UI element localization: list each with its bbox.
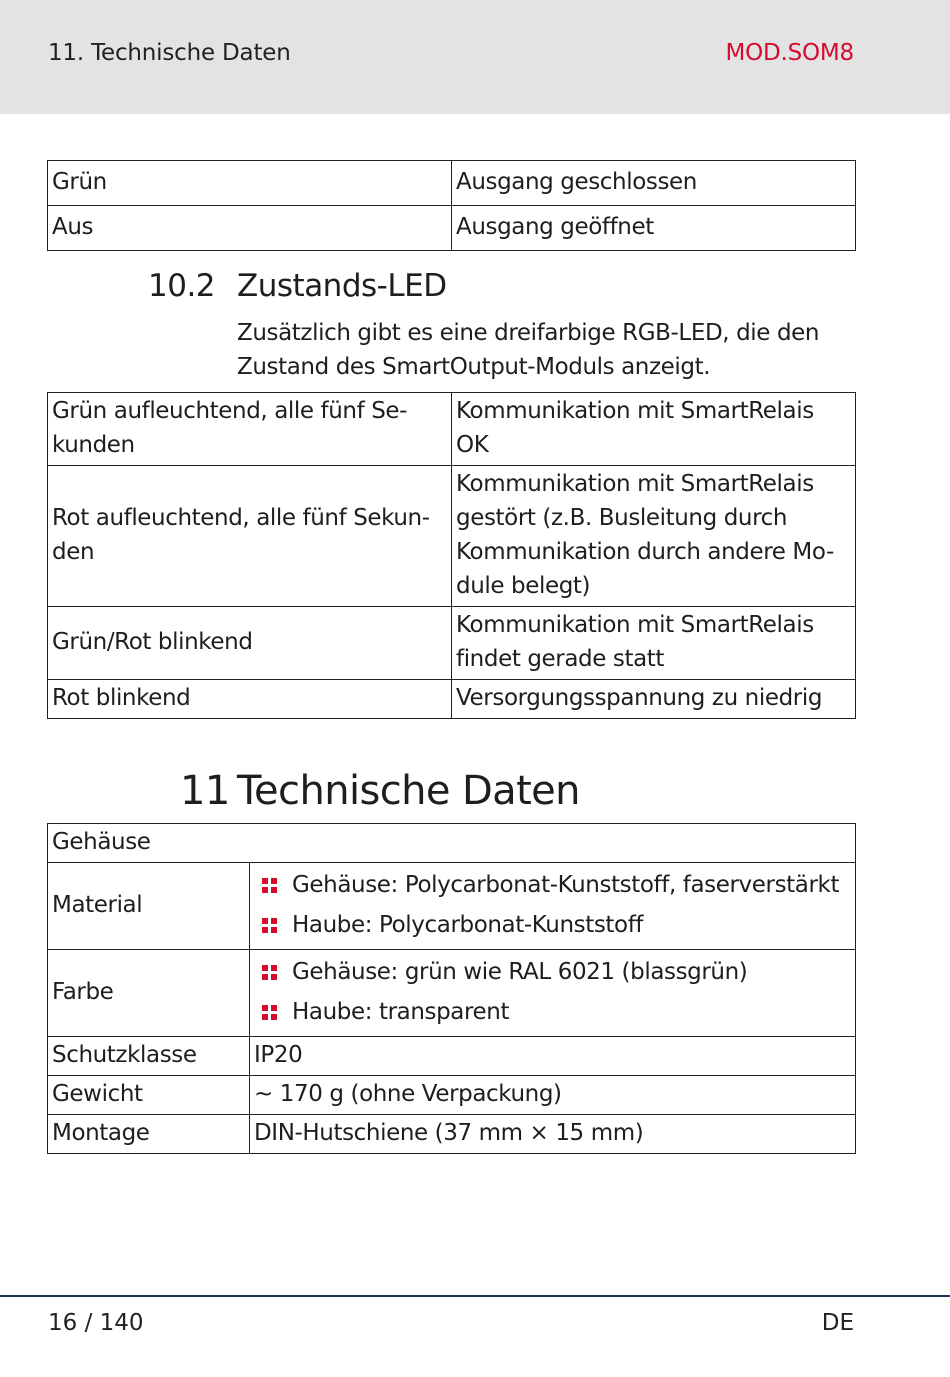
led-state-cell: Grün aufleuchtend, alle fünf Se-kunden (48, 393, 452, 466)
table-row (48, 950, 856, 1037)
output-led-table (47, 160, 856, 251)
table-row (48, 1037, 856, 1076)
list-item-text: Haube: transparent (292, 999, 510, 1025)
led-state-cell: Grün (48, 161, 452, 206)
led-state-cell: Rot aufleuchtend, alle fünf Sekun-den (48, 466, 452, 607)
led-meaning-cell: Kommunikation mit SmartRelais gestört (z.B. Busleitung durch Kommunikation durch andere Mo-dule belegt) (452, 466, 856, 607)
table-row (48, 393, 856, 466)
bullet-icon (262, 1005, 277, 1020)
spec-label-cell: Schutzklasse (48, 1037, 250, 1076)
section-10-2-text: Zusätzlich gibt es eine dreifarbige RGB-LED, die den Zustand des SmartOutput-Moduls anzeigt. (237, 320, 820, 380)
table-row (48, 161, 856, 206)
spec-label-cell: Montage (48, 1115, 250, 1154)
list-item (254, 995, 851, 1029)
list-item-text: Gehäuse: grün wie RAL 6021 (blassgrün) (292, 959, 748, 985)
page-header (0, 0, 950, 114)
led-state-cell: Grün/Rot blinkend (48, 607, 452, 680)
table-row (48, 1115, 856, 1154)
bullet-icon (262, 965, 277, 980)
list-item (254, 955, 851, 989)
led-state-cell: Rot blinkend (48, 680, 452, 719)
spec-value-cell (250, 863, 856, 950)
spec-value-cell: ~ 170 g (ohne Verpackung) (250, 1076, 856, 1115)
tech-data-table (47, 823, 856, 1154)
header-section-title: 11. Technische Daten (48, 40, 291, 66)
spec-label-cell: Gewicht (48, 1076, 250, 1115)
led-meaning-cell: Kommunikation mit SmartRelais OK (452, 393, 856, 466)
spec-value-cell: IP20 (250, 1037, 856, 1076)
section-10-2-title: Zustands-LED (237, 268, 447, 304)
section-11-number: 11 (180, 768, 230, 814)
spec-value-cell: DIN-Hutschiene (37 mm × 15 mm) (250, 1115, 856, 1154)
spec-value-cell (250, 950, 856, 1037)
table-row (48, 680, 856, 719)
led-meaning-cell: Kommunikation mit SmartRelais findet gerade statt (452, 607, 856, 680)
bullet-icon (262, 918, 277, 933)
status-led-table (47, 392, 856, 719)
group-header-cell: Gehäuse (48, 824, 856, 863)
list-item (254, 868, 851, 902)
page-number: 16 / 140 (48, 1310, 144, 1336)
section-10-2-number: 10.2 (148, 268, 216, 304)
led-state-cell: Aus (48, 206, 452, 251)
led-meaning-cell: Ausgang geschlossen (452, 161, 856, 206)
list-item (254, 908, 851, 942)
led-meaning-cell: Versorgungsspannung zu niedrig (452, 680, 856, 719)
bullet-icon (262, 878, 277, 893)
spec-label-cell: Material (48, 863, 250, 950)
bullet-list (254, 955, 851, 1029)
table-row (48, 1076, 856, 1115)
bullet-list (254, 868, 851, 942)
list-item-text: Haube: Polycarbonat-Kunststoff (292, 912, 644, 938)
table-row (48, 824, 856, 863)
table-row (48, 607, 856, 680)
table-row (48, 466, 856, 607)
section-11-title: Technische Daten (237, 768, 580, 814)
footer-divider (0, 1295, 950, 1297)
table-row (48, 206, 856, 251)
header-product-name: MOD.SOM8 (725, 40, 854, 66)
table-row (48, 863, 856, 950)
led-meaning-cell: Ausgang geöffnet (452, 206, 856, 251)
language-code: DE (821, 1310, 854, 1336)
list-item-text: Gehäuse: Polycarbonat-Kunststoff, faserverstärkt (292, 872, 840, 898)
spec-label-cell: Farbe (48, 950, 250, 1037)
